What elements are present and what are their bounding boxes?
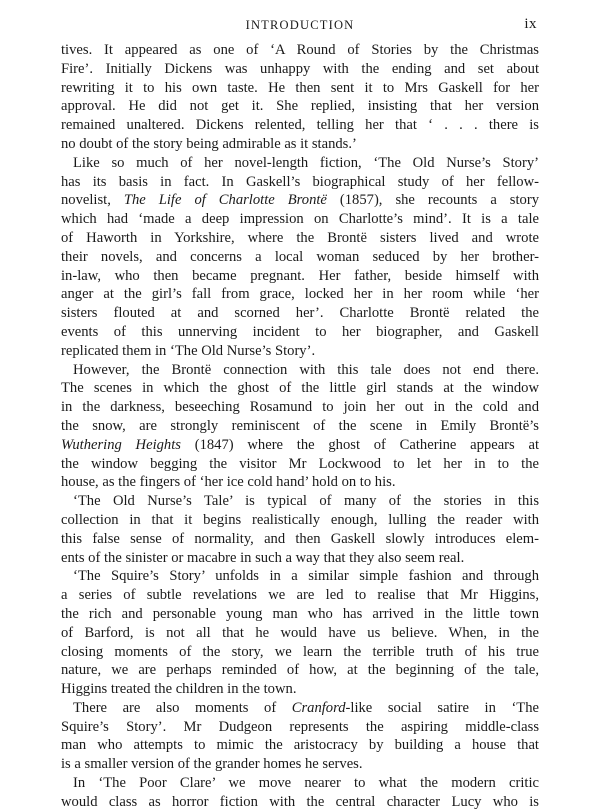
paragraph [61,567,539,699]
text-line: is a smaller version of the grander homes he serves. [61,756,363,773]
paragraph [61,41,539,154]
italic-title: Wuthering Heights [61,436,181,453]
text-line: Fire’. Initially Dickens was unhappy with the ending and set about [61,60,539,77]
paragraph [61,699,539,774]
paragraph [61,492,539,567]
text-line: the snow, are strongly reminiscent of the scene in Emily Brontë’s [61,417,539,434]
text-line: no doubt of the story being admirable as it stands.’ [61,135,357,152]
text-line: in the darkness, beseeching Rosamund to join her out in the cold and [61,399,539,416]
text-line: Like so much of her novel-length fiction, ‘The Old Nurse’s Story’ [73,154,539,171]
text-line: replicated them in ‘The Old Nurse’s Story’. [61,342,316,359]
text-line: There are also moments of Cranford-like social satire in ‘The [73,699,539,716]
text-line: nature, we are perhaps reminded of how, at the beginning of the tale, [61,662,539,679]
text-line: Wuthering Heights (1847) where the ghost of Catherine appears at [61,436,539,453]
text-line: the rich and personable young man who has arrived in the little town [61,605,539,622]
italic-title: Cranford [291,699,346,716]
text-line: novelist, The Life of Charlotte Brontë (1857), she recounts a story [61,192,539,209]
text-line: However, the Brontë connection with this tale does not end there. [73,361,539,378]
text-line: man who attempts to mimic the aristocracy by building a house that [61,737,539,754]
text-line: events of this unnerving incident to her biographer, and Gaskell [61,323,539,340]
text-line: closing moments of the story, we learn the terrible truth of his true [61,643,539,660]
italic-title: The Life of Charlotte Brontë [123,192,327,209]
paragraph [61,361,539,493]
text-line: would class as horror fiction with the central character Lucy who is [61,793,539,810]
running-head-title: INTRODUCTION [245,18,355,32]
text-line: has its basis in fact. In Gaskell’s biographical study of her fellow- [61,173,539,190]
text-line: a series of subtle revelations we are led to realise that Mr Higgins, [61,587,539,604]
text-line: their novels, and concerns a local woman seduced by her brother- [61,248,539,265]
text-line: this false sense of normality, and then Gaskell slowly introduces elem- [61,530,539,547]
text-line: The scenes in which the ghost of the little girl stands at the window [61,380,539,397]
text-line: ‘The Squire’s Story’ unfolds in a similar simple fashion and through [73,568,539,585]
paragraph [61,774,539,812]
text-line: which had ‘made a deep impression on Charlotte’s mind’. It is a tale [61,211,539,228]
text-line: collection in that it begins realistically enough, lulling the reader with [61,511,539,528]
text-line: the window begging the visitor Mr Lockwood to let her in to the [61,455,539,472]
text-line: remained unaltered. Dickens relented, telling her that ‘ . . . there is [61,117,539,134]
text-line: in-law, who then became pregnant. Her father, beside himself with [61,267,539,284]
text-line: of Barford, is not all that he would have us believe. When, in the [61,624,539,641]
book-page [61,14,539,812]
text-line: ‘The Old Nurse’s Tale’ is typical of many of the stories in this [73,493,539,510]
text-line: sisters flouted at and scorned her’. Charlotte Brontë related the [61,305,539,322]
text-line: Squire’s Story’. Mr Dudgeon represents the aspiring middle-class [61,718,539,735]
text-line: tives. It appeared as one of ‘A Round of Stories by the Christmas [61,42,539,58]
body-text [61,41,539,812]
text-line: anger at the girl’s fall from grace, locked her in her room while ‘her [61,286,539,303]
paragraph [61,154,539,361]
text-line: approval. He did not get it. She replied, insisting that her version [61,98,539,115]
text-line: ents of the sinister or macabre in such a way that they also seem real. [61,549,465,566]
text-line: In ‘The Poor Clare’ we move nearer to what the modern critic [73,775,539,792]
text-line: of Haworth in Yorkshire, where the Brontë sisters lived and wrote [61,229,539,246]
text-line: rewriting it to his own taste. He then sent it to Mrs Gaskell for her [61,79,539,96]
page-number: ix [524,16,537,32]
text-line: Higgins treated the children in the town. [61,681,297,698]
text-line: house, as the fingers of ‘her ice cold hand’ hold on to his. [61,474,396,491]
running-head [61,14,539,36]
